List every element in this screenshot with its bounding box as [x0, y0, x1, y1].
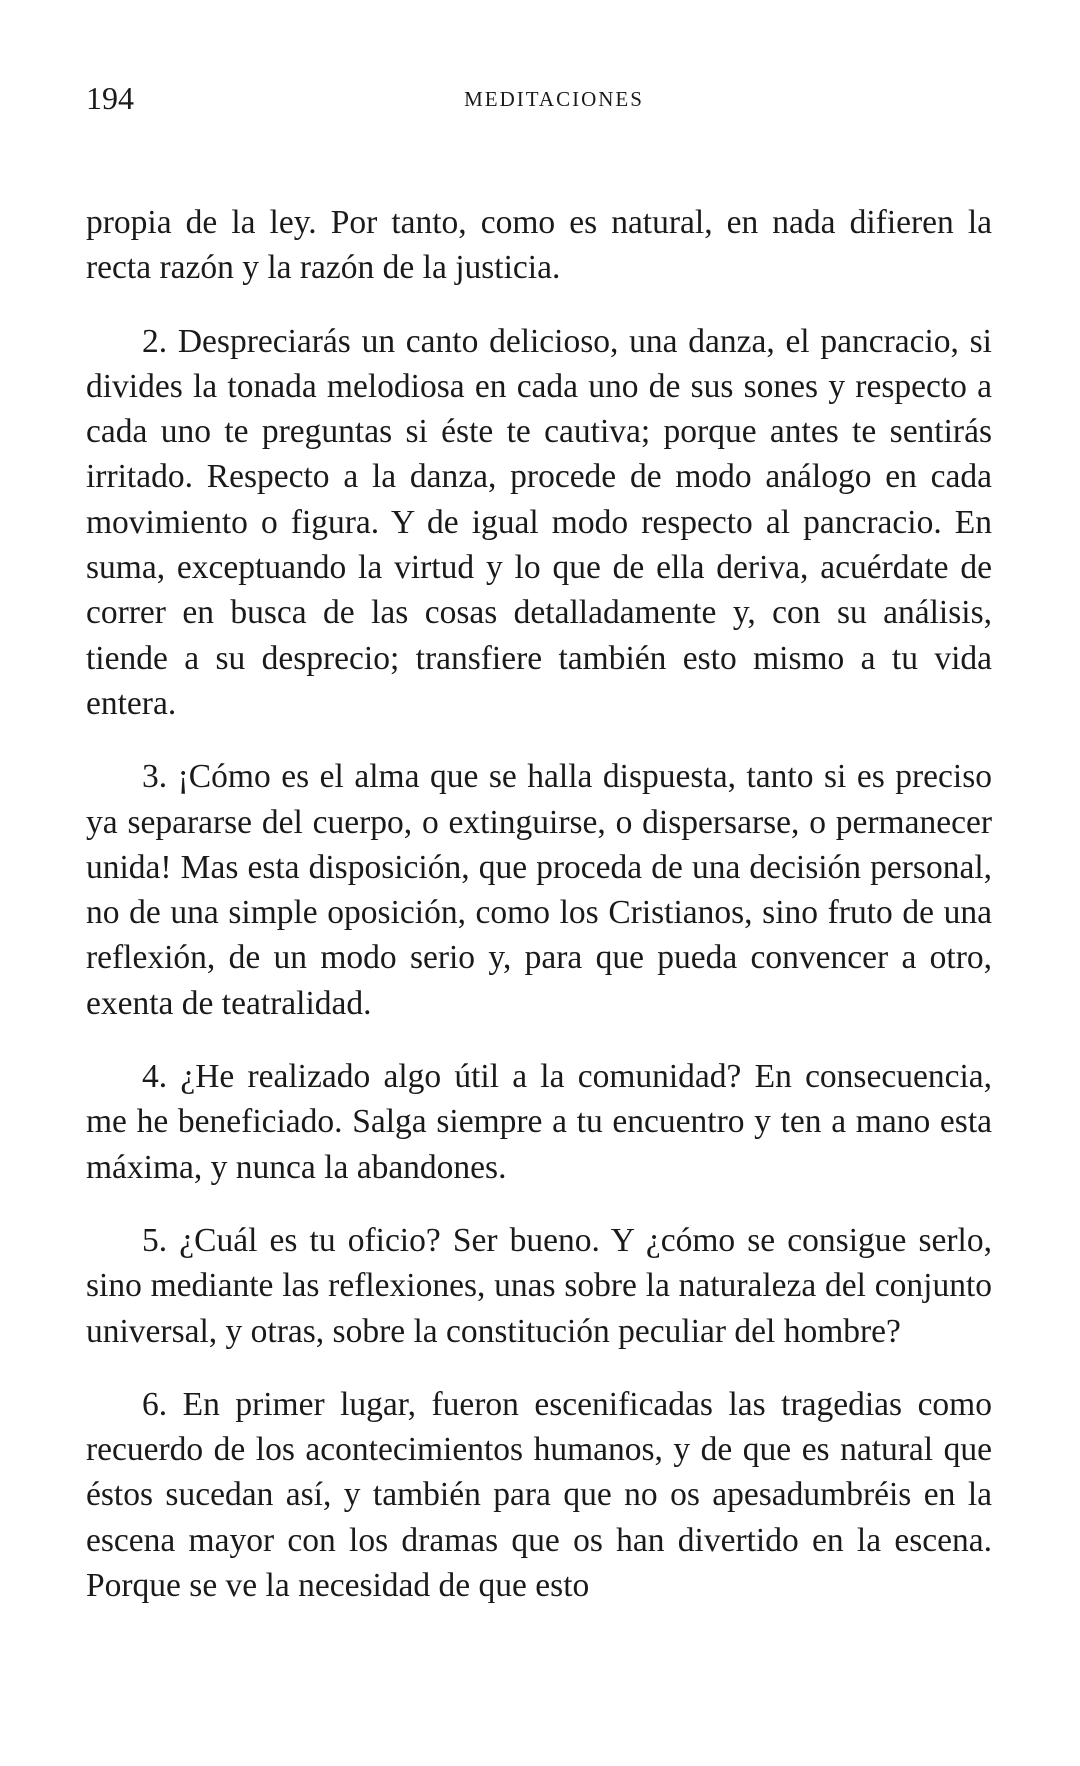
paragraph-6: 6. En primer lugar, fueron escenificadas las tragedias como recuerdo de los acontecimientos humanos, y de que es natural que éstos sucedan así, y también para que no os apesadumbréis en la escena mayor con los dramas que os han divertido en la escena. Porque se ve la necesidad de que esto: [86, 1385, 992, 1605]
paragraph-3: 3. ¡Cómo es el alma que se halla dispuesta, tanto si es preciso ya separarse del cuerpo, o extinguirse, o dispersarse, o permanecer unida! Mas esta disposición, que proceda de una decisión personal, no de una simple oposición, como los Cristianos, sino fruto de una reflexión, de un modo serio y, para que pueda convencer a otro, exenta de teatralidad.: [86, 758, 992, 1022]
paragraph-4: 4. ¿He realizado algo útil a la comunidad? En consecuencia, me he beneficiado. Salga siempre a tu encuentro y ten a mano esta máxima, y nunca la abandones.: [86, 1058, 992, 1186]
paragraph-5: 5. ¿Cuál es tu oficio? Ser bueno. Y ¿cómo se consigue serlo, sino mediante las reflexiones, unas sobre la naturaleza del conjunto universal, y otras, sobre la constitución peculiar del hombre?: [86, 1221, 992, 1350]
paragraph-continuation: propia de la ley. Por tanto, como es natural, en nada difieren la recta razón y la razón de la justicia.: [86, 204, 992, 287]
running-head: [86, 78, 992, 138]
running-title: MEDITACIONES: [464, 87, 644, 111]
paragraph-2: 2. Despreciarás un canto delicioso, una danza, el pancracio, si divides la tonada melodiosa en cada uno de sus sones y respecto a cada uno te preguntas si éste te cautiva; porque antes te sentirás irritado. Respecto a la danza, procede de modo análogo en cada movimiento o figura. Y de igual modo respecto al pancracio. En suma, exceptuando la virtud y lo que de ella deriva, acuérdate de correr en busca de las cosas detalladamente y, con su análisis, tiende a su desprecio; transfiere también esto mismo a tu vida entera.: [86, 322, 992, 722]
book-page: [86, 78, 992, 1608]
body-text: [86, 200, 992, 1608]
page-number: 194: [86, 80, 134, 116]
